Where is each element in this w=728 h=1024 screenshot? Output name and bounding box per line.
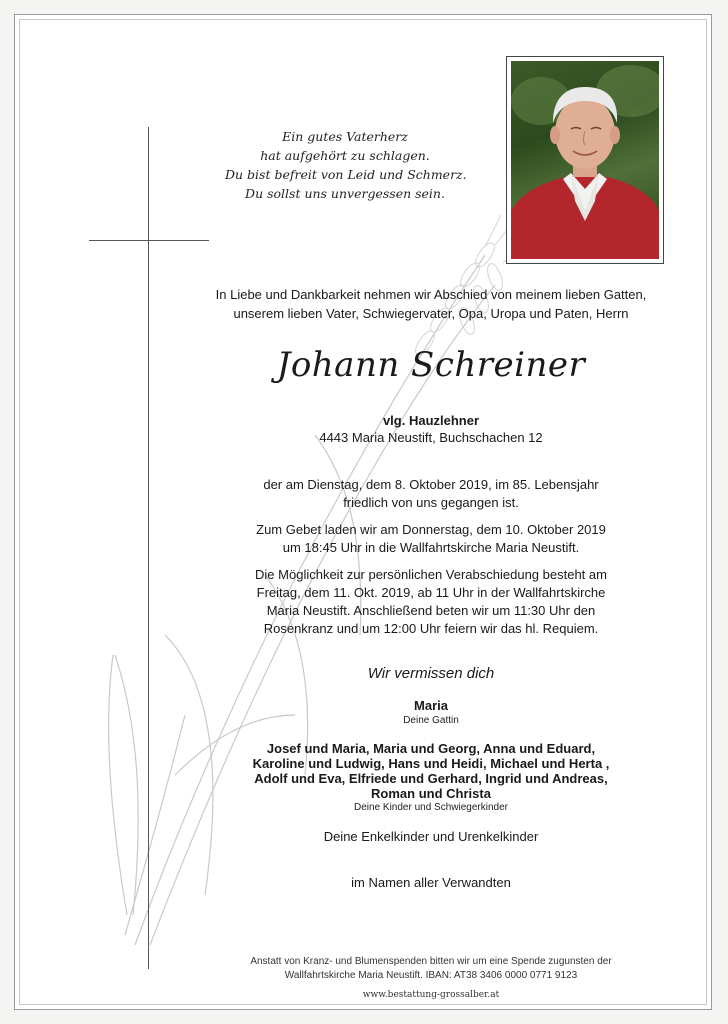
obituary-page [14, 14, 712, 1010]
farewell-line: Rosenkranz und um 12:00 Uhr feiern wir das hl. Requiem. [263, 621, 599, 636]
farewell-line: Freitag, dem 11. Okt. 2019, ab 11 Uhr in der Wallfahrtskirche [256, 585, 606, 600]
cross-horizontal-line [89, 240, 209, 241]
poem-line: hat aufgehört zu schlagen. [260, 148, 430, 163]
death-notice [181, 476, 681, 512]
children-line: Josef und Maria, Maria und Georg, Anna und Eduard, [266, 741, 596, 756]
farewell-line: Maria Neustift. Anschließend beten wir um 11:30 Uhr den [266, 603, 596, 618]
spouse-caption: Deine Gattin [403, 715, 459, 726]
portrait-frame [506, 56, 664, 264]
intro-line: unserem lieben Vater, Schwiegervater, Opa, Uropa und Paten, Herrn [233, 306, 629, 321]
prayer-line: Zum Gebet laden wir am Donnerstag, dem 10. Oktober 2019 [256, 522, 606, 537]
prayer-notice [181, 521, 681, 557]
children-caption: Deine Kinder und Schwiegerkinder [354, 802, 508, 813]
death-notice-line: der am Dienstag, dem 8. Oktober 2019, im 85. Lebensjahr [263, 477, 599, 492]
farewell-line: Die Möglichkeit zur persönlichen Verabschiedung besteht am [255, 567, 607, 582]
donation-line: Wallfahrtskirche Maria Neustift. IBAN: AT38 3406 0000 0771 9123 [284, 970, 578, 981]
portrait-photo [511, 61, 659, 259]
poem-line: Du bist befreit von Leid und Schmerz. [225, 167, 467, 182]
death-notice-line: friedlich von uns gegangen ist. [343, 495, 519, 510]
mourners-heading: Wir vermissen dich [367, 665, 495, 682]
memorial-poem [225, 127, 465, 203]
children-line: Adolf und Eva, Elfriede und Gerhard, Ingrid und Andreas, [254, 771, 608, 786]
poem-line: Du sollst uns unvergessen sein. [245, 186, 445, 201]
farewell-notice [181, 566, 681, 638]
funeral-home-website: www.bestattung-grossalber.at [362, 990, 500, 1000]
children-line: Karoline und Ludwig, Hans und Heidi, Michael und Herta , [252, 756, 610, 771]
deceased-address: 4443 Maria Neustift, Buchschachen 12 [319, 430, 543, 445]
intro-text [181, 285, 681, 323]
children-line: Roman und Christa [371, 786, 491, 801]
relatives-line: im Namen aller Verwandten [351, 875, 511, 890]
grandchildren-line: Deine Enkelkinder und Urenkelkinder [323, 829, 539, 844]
poem-line: Ein gutes Vaterherz [282, 129, 408, 144]
intro-line: In Liebe und Dankbarkeit nehmen wir Abschied von meinem lieben Gatten, [215, 287, 647, 302]
cross-vertical-line [148, 127, 149, 969]
deceased-nickname: vlg. Hauzlehner [382, 413, 480, 428]
donation-line: Anstatt von Kranz- und Blumenspenden bitten wir um eine Spende zugunsten der [250, 956, 612, 967]
portrait-figure [511, 61, 659, 259]
prayer-line: um 18:45 Uhr in die Wallfahrtskirche Maria Neustift. [282, 540, 580, 555]
donation-notice [181, 955, 681, 983]
spouse-name: Maria [414, 698, 448, 713]
children-list [181, 741, 681, 801]
deceased-name: Johann Schreiner [276, 345, 586, 385]
